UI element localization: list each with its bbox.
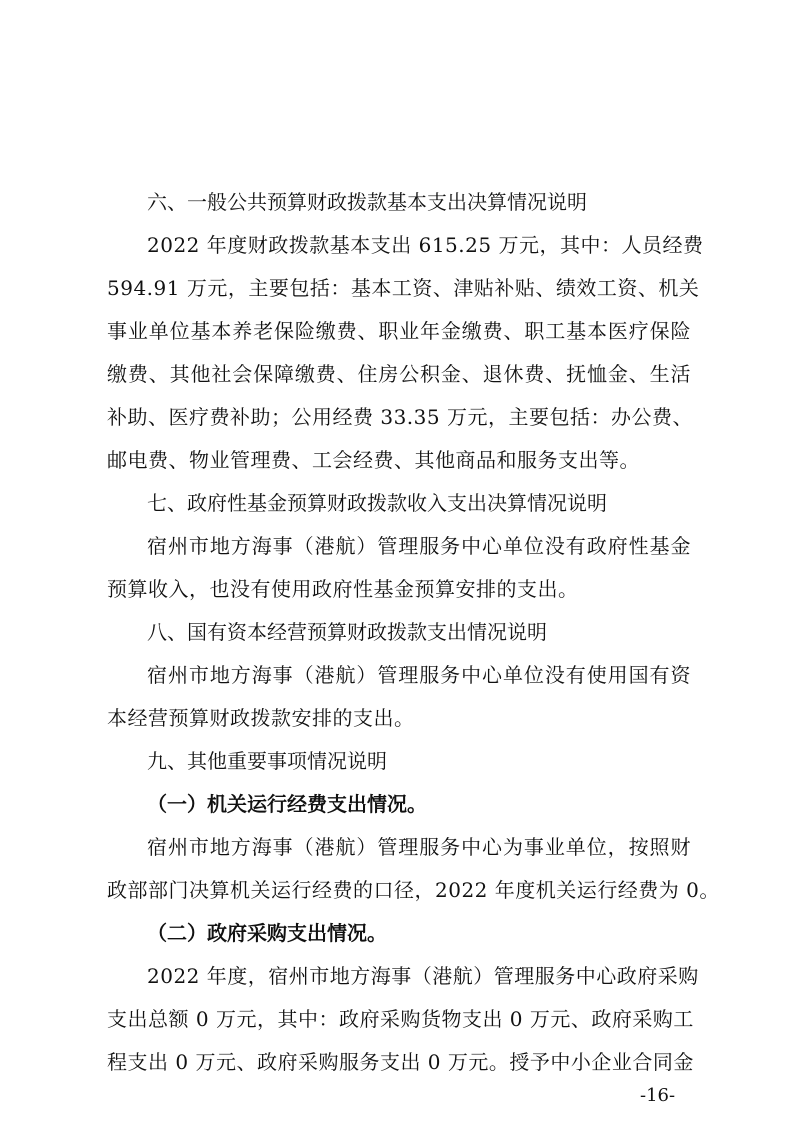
paragraph-line: 缴费、其他社会保障缴费、住房公积金、退休费、抚恤金、生活 <box>107 362 691 386</box>
paragraph-line: 宿州市地方海事（港航）管理服务中心单位没有政府性基金 <box>147 534 691 558</box>
paragraph-line: 程支出 0 万元、政府采购服务支出 0 万元。授予中小企业合同金 <box>107 1050 694 1074</box>
paragraph-line: 2022 年度财政拨款基本支出 615.25 万元，其中：人员经费 <box>147 233 704 257</box>
page-number: -16- <box>640 1085 676 1106</box>
paragraph-line: 支出总额 0 万元，其中：政府采购货物支出 0 万元、政府采购工 <box>107 1007 694 1031</box>
paragraph-line: 政部部门决算机关运行经费的口径，2022 年度机关运行经费为 0。 <box>107 878 720 902</box>
section-heading-7: 七、政府性基金预算财政拨款收入支出决算情况说明 <box>147 491 607 515</box>
section-heading-9: 九、其他重要事项情况说明 <box>147 749 387 773</box>
paragraph-line: 预算收入，也没有使用政府性基金预算安排的支出。 <box>107 577 579 601</box>
subsection-heading-2: （二）政府采购支出情况。 <box>147 921 387 945</box>
paragraph-line: 邮电费、物业管理费、工会经费、其他商品和服务支出等。 <box>107 448 640 472</box>
paragraph-line: 宿州市地方海事（港航）管理服务中心为事业单位，按照财 <box>147 835 691 859</box>
section-heading-6: 六、一般公共预算财政拨款基本支出决算情况说明 <box>147 190 587 214</box>
section-heading-8: 八、国有资本经营预算财政拨款支出情况说明 <box>147 620 547 644</box>
paragraph-line: 补助、医疗费补助；公用经费 33.35 万元，主要包括：办公费、 <box>107 405 693 429</box>
paragraph-line: 宿州市地方海事（港航）管理服务中心单位没有使用国有资 <box>147 663 691 687</box>
paragraph-line: 594.91 万元，主要包括：基本工资、津贴补贴、绩效工资、机关 <box>107 276 700 300</box>
paragraph-line: 本经营预算财政拨款安排的支出。 <box>107 706 415 730</box>
paragraph-line: 2022 年度，宿州市地方海事（港航）管理服务中心政府采购 <box>147 964 699 988</box>
paragraph-line: 事业单位基本养老保险缴费、职业年金缴费、职工基本医疗保险 <box>107 319 691 343</box>
subsection-heading-1: （一）机关运行经费支出情况。 <box>147 792 427 816</box>
